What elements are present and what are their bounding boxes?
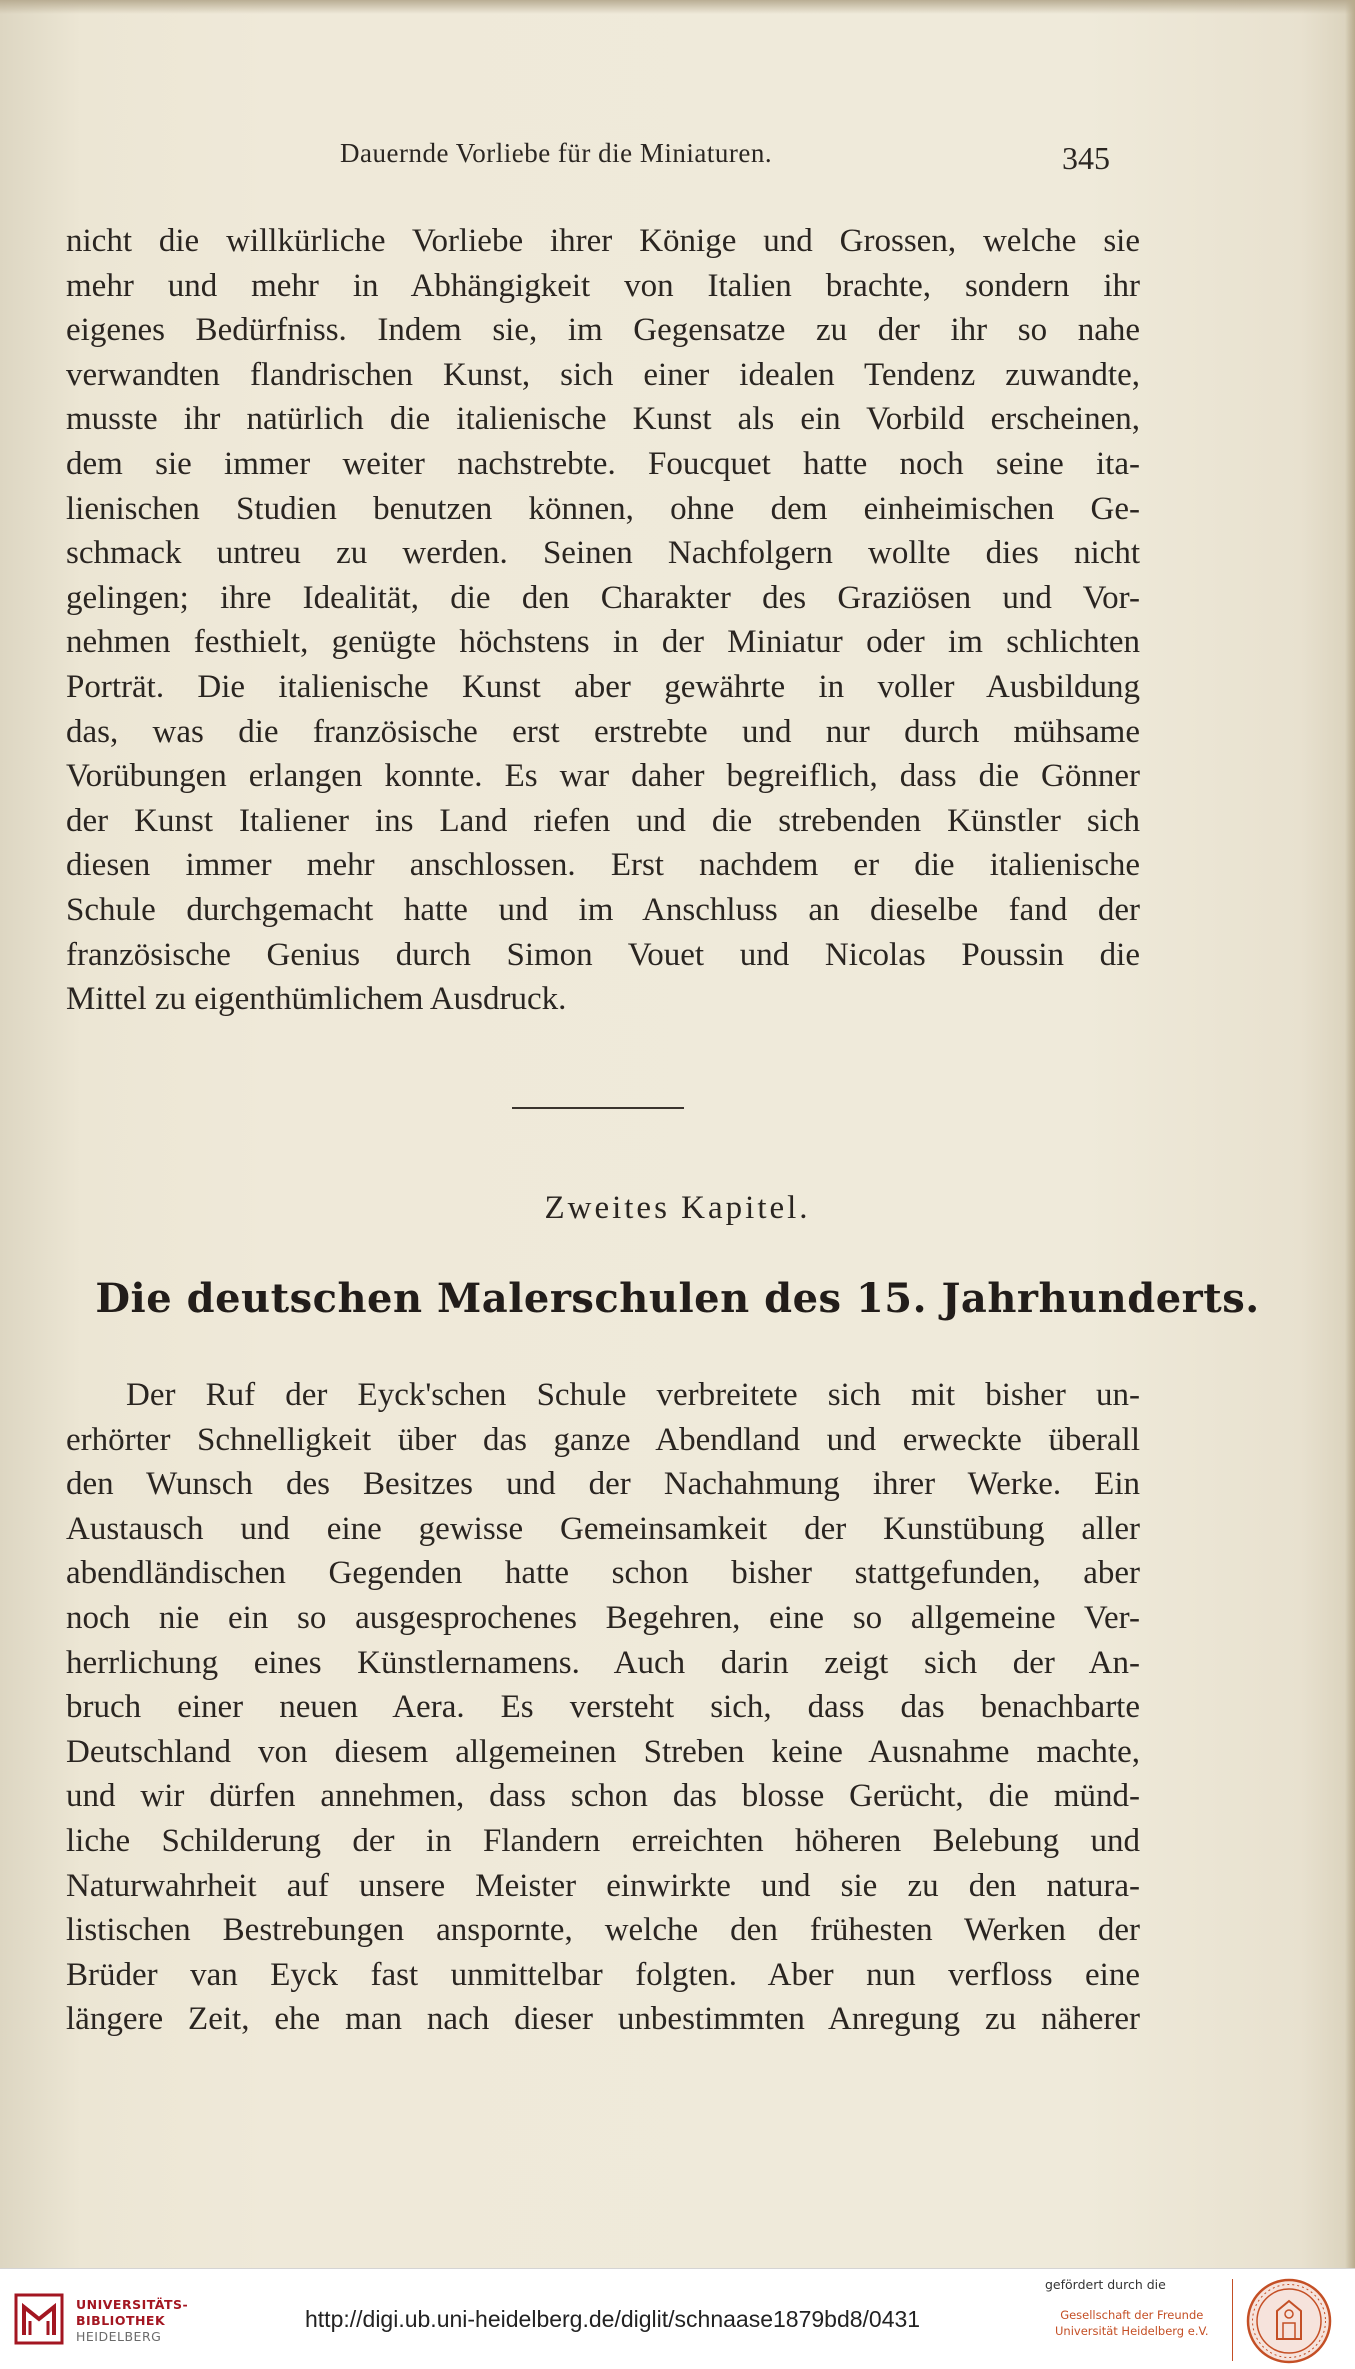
paragraph-eyck-school (66, 1373, 1140, 2042)
library-name-line: BIBLIOTHEK (76, 2313, 166, 2328)
text-line: Schule durchgemacht hatte und im Anschluss an dieselbe fand der (66, 891, 1140, 928)
sponsor-caption: gefördert durch die (1045, 2277, 1166, 2292)
chapter-title: Die deutschen Malerschulen des 15. Jahrhunderts. (95, 1275, 1260, 1322)
text-line: Der Ruf der Eyck'schen Schule verbreitete sich mit bisher un- (126, 1377, 1140, 1413)
text-line: lienischen Studien benutzen können, ohne dem einheimischen Ge- (66, 490, 1140, 527)
text-line: dem sie immer weiter nachstrebte. Foucquet hatte noch seine ita- (66, 445, 1140, 482)
text-line: erhörter Schnelligkeit über das ganze Abendland und erweckte überall (66, 1421, 1140, 1458)
text-line: nicht die willkürliche Vorliebe ihrer Könige und Grossen, welche sie (66, 223, 1140, 259)
text-line: der Kunst Italiener ins Land riefen und die strebenden Künstler sich (66, 802, 1140, 839)
sponsor-name-line: Gesellschaft der Freunde (1060, 2308, 1204, 2322)
digitization-footer (0, 2268, 1355, 2369)
page-number: 345 (1062, 140, 1110, 176)
text-line: Mittel zu eigenthümlichem Ausdruck. (66, 981, 567, 1018)
text-line: abendländischen Gegenden hatte schon bisher stattgefunden, aber (66, 1555, 1140, 1592)
text-line: den Wunsch des Besitzes und der Nachahmung ihrer Werke. Ein (66, 1466, 1140, 1503)
library-name-line: HEIDELBERG (76, 2329, 162, 2344)
text-line: Austausch und eine gewisse Gemeinsamkeit der Kunstübung aller (66, 1510, 1140, 1547)
sponsor-name-line: Universität Heidelberg e.V. (1055, 2324, 1209, 2338)
university-seal-icon (1245, 2277, 1333, 2365)
text-line: längere Zeit, ehe man nach dieser unbestimmten Anregung zu näherer (66, 2001, 1140, 2038)
text-line: musste ihr natürlich die italienische Kunst als ein Vorbild erscheinen, (66, 401, 1140, 438)
library-name-line: UNIVERSITÄTS- (76, 2297, 189, 2312)
text-line: französische Genius durch Simon Vouet und Nicolas Poussin die (66, 936, 1140, 973)
library-name (76, 2297, 188, 2345)
sponsor-name[interactable] (1055, 2307, 1209, 2339)
text-line: Vorübungen erlangen konnte. Es war daher begreiflich, dass die Gönner (66, 758, 1140, 795)
text-line: schmack untreu zu werden. Seinen Nachfolgern wollte dies nicht (66, 535, 1140, 572)
text-line: nehmen festhielt, genügte höchstens in der Miniatur oder im schlichten (66, 624, 1140, 661)
chapter-label: Zweites Kapitel. (544, 1190, 811, 1226)
permalink-url[interactable]: http://digi.ub.uni-heidelberg.de/diglit/schnaase1879bd8/0431 (305, 2306, 921, 2332)
text-line: herrlichung eines Künstlernamens. Auch darin zeigt sich der An- (66, 1644, 1140, 1681)
text-line: und wir dürfen annehmen, dass schon das blosse Gerücht, die münd- (66, 1778, 1140, 1815)
text-line: Brüder van Eyck fast unmittelbar folgten. Aber nun verfloss eine (66, 1956, 1140, 1993)
sponsor-divider (1232, 2279, 1233, 2361)
text-line: Deutschland von diesem allgemeinen Streben keine Ausnahme machte, (66, 1733, 1140, 1770)
text-line: Porträt. Die italienische Kunst aber gewährte in voller Ausbildung (66, 668, 1140, 705)
university-library-logo-icon[interactable] (14, 2291, 64, 2347)
text-line: das, was die französische erst erstrebte und nur durch mühsame (66, 713, 1140, 750)
running-head: Dauernde Vorliebe für die Miniaturen. (340, 138, 773, 168)
section-divider-rule (512, 1107, 684, 1109)
text-line: diesen immer mehr anschlossen. Erst nachdem er die italienische (66, 847, 1140, 884)
text-line: bruch einer neuen Aera. Es versteht sich, dass das benachbarte (66, 1689, 1140, 1726)
text-line: noch nie ein so ausgesprochenes Begehren, eine so allgemeine Ver- (66, 1599, 1140, 1636)
text-line: gelingen; ihre Idealität, die den Charakter des Graziösen und Vor- (66, 579, 1140, 616)
text-line: eigenes Bedürfniss. Indem sie, im Gegensatze zu der ihr so nahe (66, 312, 1140, 349)
text-line: liche Schilderung der in Flandern erreichten höheren Belebung und (66, 1822, 1140, 1859)
text-line: mehr und mehr in Abhängigkeit von Italien brachte, sondern ihr (66, 267, 1140, 304)
paragraph-french-miniatures (66, 219, 1140, 1022)
text-line: Naturwahrheit auf unsere Meister einwirkte und sie zu den natura- (66, 1867, 1140, 1904)
text-line: verwandten flandrischen Kunst, sich einer idealen Tendenz zuwandte, (66, 356, 1140, 393)
text-line: listischen Bestrebungen anspornte, welche den frühesten Werken der (66, 1912, 1140, 1949)
